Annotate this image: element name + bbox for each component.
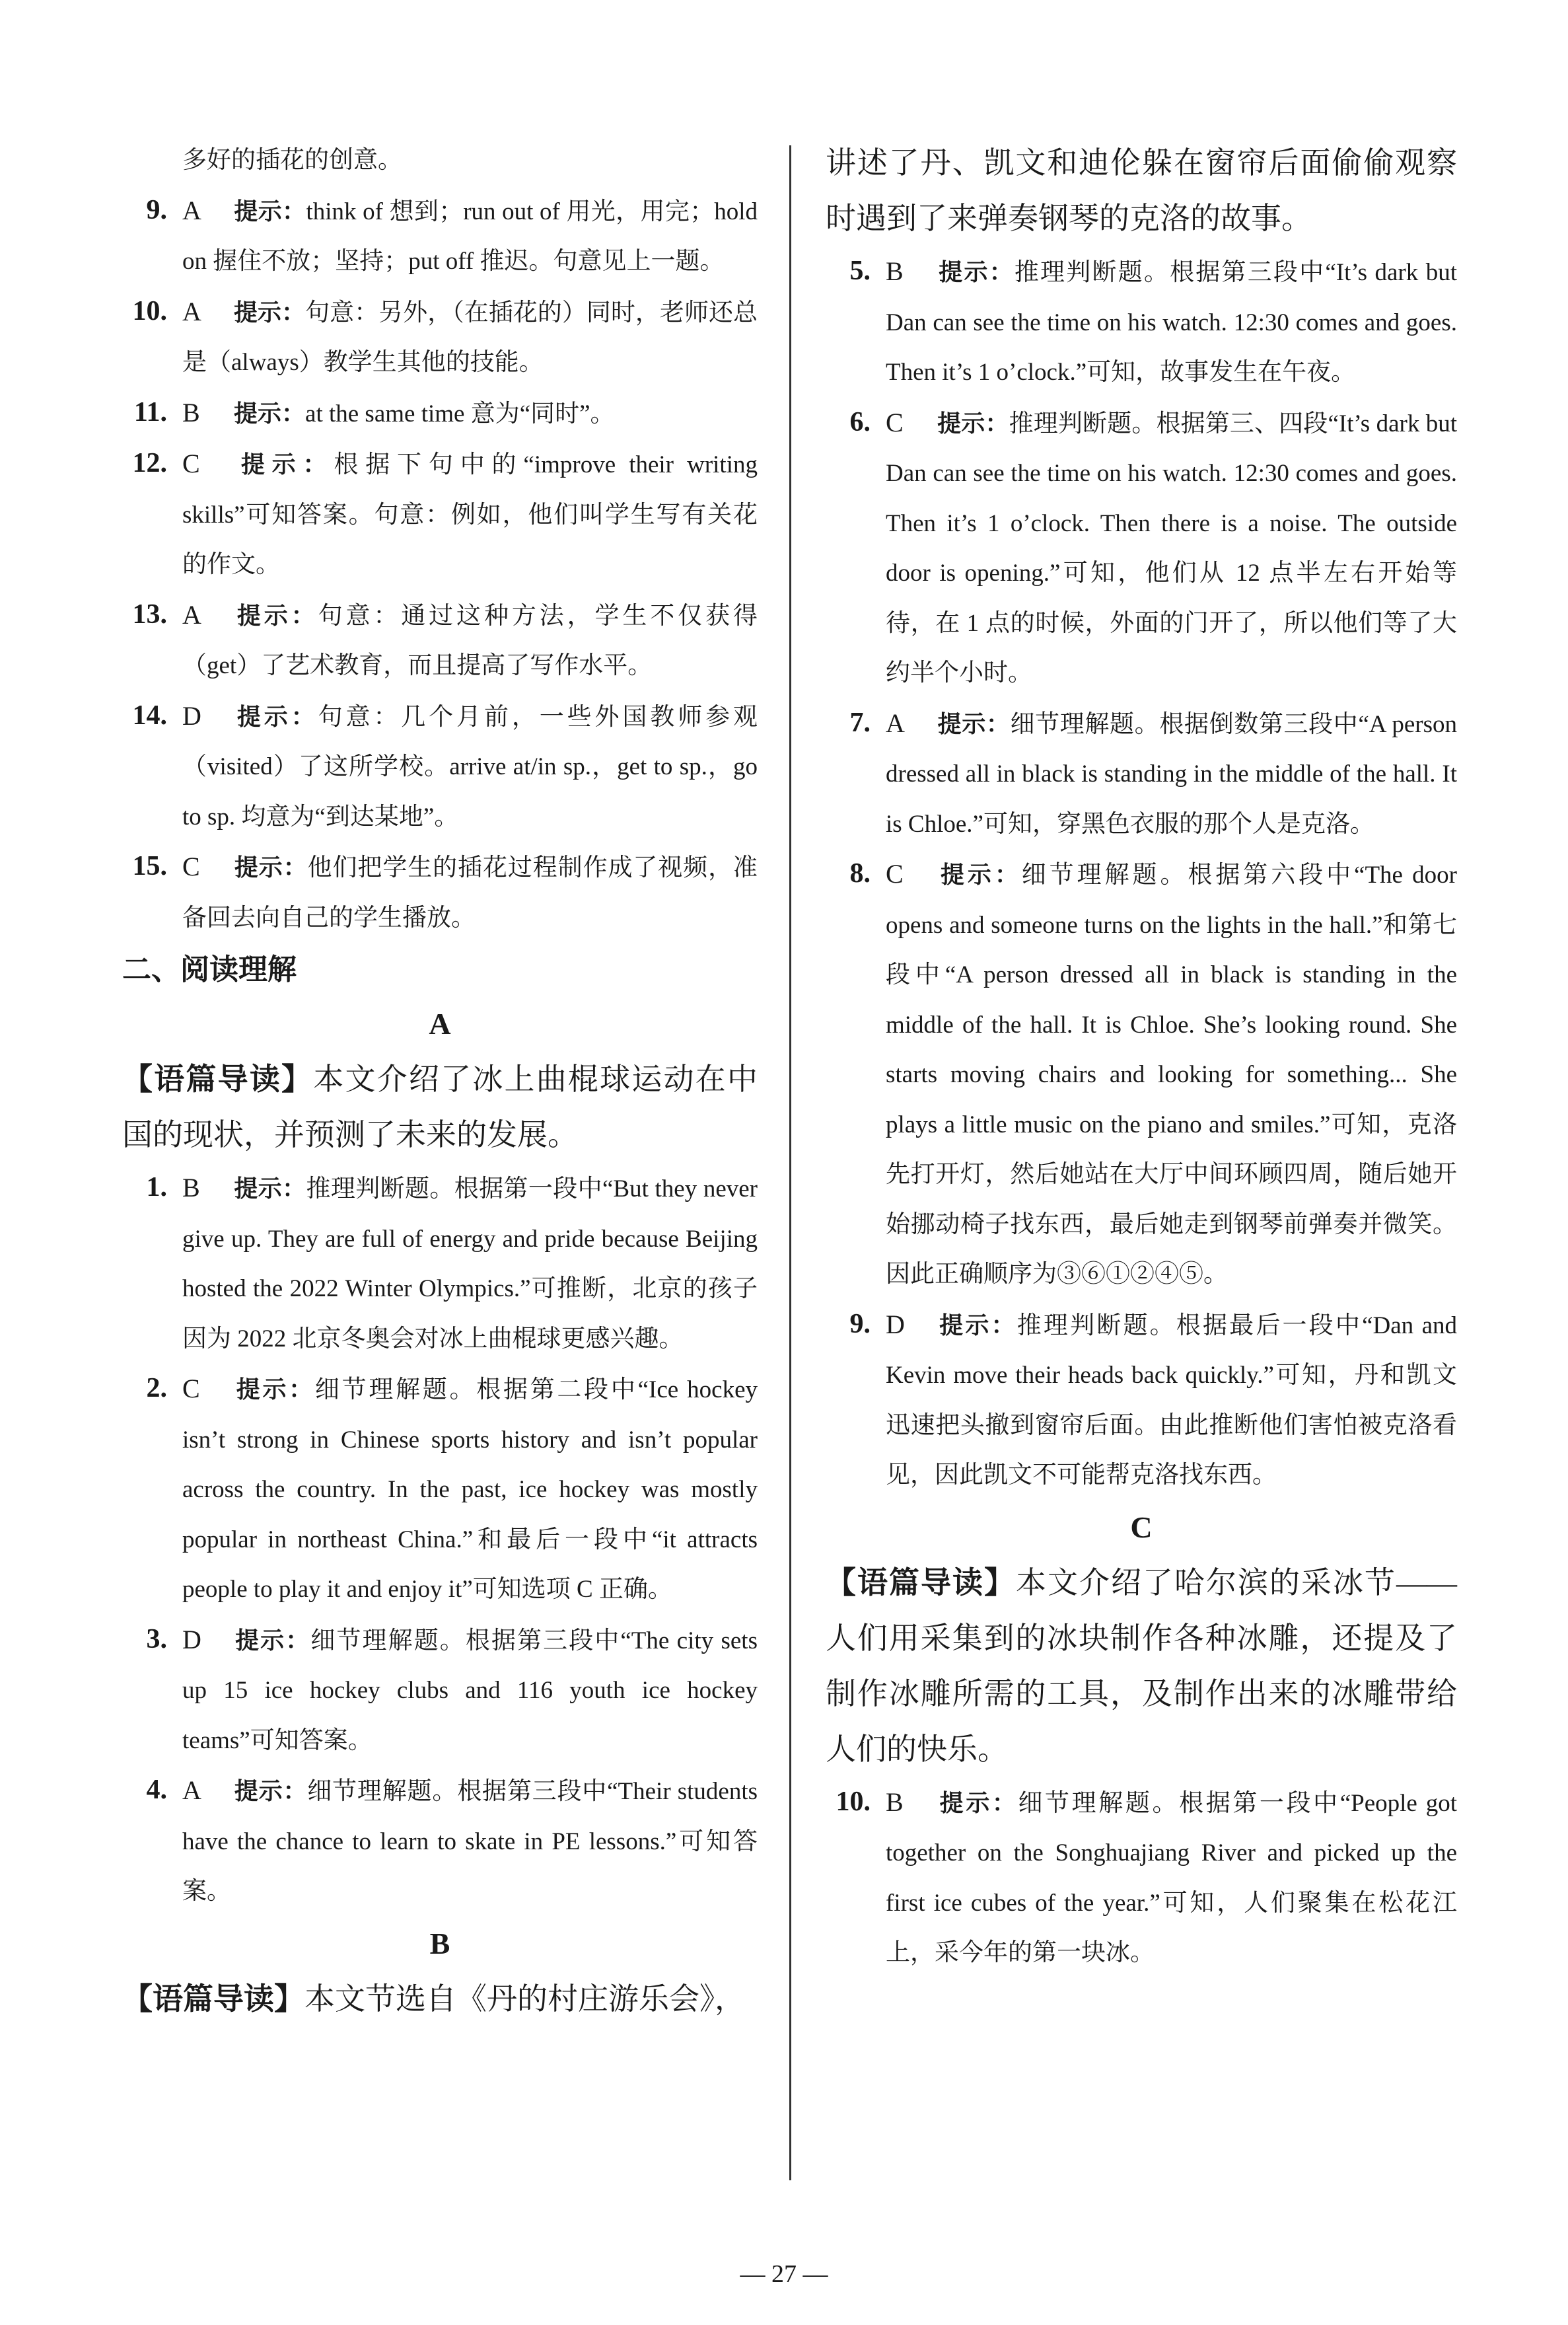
answer-item	[122, 287, 758, 388]
column-divider	[789, 145, 791, 2180]
question-number: 4.	[146, 1775, 167, 1805]
answer-letter: D	[182, 700, 201, 731]
answer-letter: C	[886, 407, 904, 437]
answer-letter: A	[886, 708, 905, 738]
hint-label: 提示：	[937, 710, 1011, 738]
hint-text: think of 想到；run out of 用光，用完；hold on 握住不放；坚持；put off 推迟。句意见上一题。	[182, 198, 758, 275]
hint-label: 提示：	[234, 703, 318, 731]
hint-label: 提示：	[937, 410, 1009, 437]
passage-guide-continued: 讲述了丹、凯文和迪伦躲在窗帘后面偷偷观察时遇到了来弹奏钢琴的克洛的故事。	[826, 146, 1457, 235]
hint-label: 提示：	[234, 198, 306, 225]
hint-text: 细节理解题。根据第六段中“The door opens and someone turns on the lights in the hall.”和第七段中“A person dressed all in black is standing in the middle of the hall. It is Chloe. She’s looking round. She starts moving chairs and looking for something... She plays a little music on the piano and smiles.”可知，克洛先打开灯，然后她站在大厅中间环顾四周，随后她开始挪动椅子找东西，最后她走到钢琴前弹奏并微笑。因此正确顺序为③⑥①②④⑤。	[886, 862, 1457, 1288]
answer-letter: A	[182, 195, 201, 225]
answer-letter: C	[886, 859, 904, 889]
question-number: 15.	[132, 851, 167, 881]
passage-label: B	[429, 1926, 450, 1960]
question-number: 9.	[146, 194, 167, 225]
hint-label: 提示：	[234, 1376, 315, 1403]
continued-text: 多好的插花的创意。	[182, 147, 402, 174]
hint-label: 提示：	[937, 862, 1022, 889]
page-number: — 27 —	[740, 2260, 828, 2288]
answer-letter: B	[182, 1173, 200, 1202]
guide-text: 本文介绍了冰上曲棍球运动在中国的现状，并预测了未来的发展。	[122, 1062, 758, 1152]
question-number: 2.	[146, 1373, 167, 1403]
answer-letter: B	[182, 397, 200, 427]
hint-label: 提示：	[234, 854, 308, 881]
hint-text: 句意：通过这种方法，学生不仅获得（get）了艺术教育，而且提高了写作水平。	[182, 602, 758, 679]
hint-label: 提示：	[234, 1778, 308, 1805]
hint-text: 细节理解题。根据倒数第三段中“A person dressed all in black is standing in the middle of the hall. It is Chloe.”可知，穿黑色衣服的那个人是克洛。	[886, 710, 1457, 838]
question-number: 10.	[132, 295, 167, 326]
answer-item	[826, 849, 1457, 1300]
hint-label: 提示：	[234, 1627, 311, 1654]
question-number: 11.	[133, 396, 167, 427]
hint-text: 句意：另外，（在插花的）同时，老师还总是（always）教学生其他的技能。	[182, 299, 758, 376]
hint-text: 细节理解题。根据第三段中“The city sets up 15 ice hockey clubs and 116 youth ice hockey teams”可知答案。	[182, 1627, 758, 1754]
question-number: 14.	[132, 700, 167, 731]
guide-label: 【语篇导读】	[122, 1061, 314, 1097]
question-number: 9.	[849, 1308, 871, 1339]
answer-letter: D	[886, 1309, 905, 1339]
answer-letter: A	[182, 296, 201, 326]
hint-text: 推理判断题。根据第三、四段“It’s dark but Dan can see the time on his watch. 12:30 comes and goes. Then it’s 1 o’clock. Then there is a noise. The outside door is opening.”可知，他们从 12 点半左右开始等待，在 1 点的时候，外面的门开了，所以他们等了大约半个小时。	[886, 410, 1457, 686]
hint-text: 他们把学生的插花过程制作成了视频，准备回去向自己的学生播放。	[182, 854, 758, 932]
answer-letter: B	[886, 1787, 904, 1817]
hint-text: 细节理解题。根据第二段中“Ice hockey isn’t strong in Chinese sports history and isn’t popular across the country. In the past, ice hockey was mostly popular in northeast China.”和最后一段中“it attracts people to play it and enjoy it”可知选项 C 正确。	[182, 1376, 758, 1603]
hint-label: 提示：	[937, 259, 1015, 286]
answer-item	[122, 1163, 758, 1364]
answer-item	[122, 590, 758, 691]
answer-item	[122, 842, 758, 943]
answer-item	[826, 398, 1457, 698]
guide-label: 【语篇导读】	[122, 1980, 304, 2016]
hint-text: at the same time 意为“同时”。	[305, 400, 615, 427]
answer-letter: C	[182, 449, 200, 478]
answer-letter: C	[182, 1374, 200, 1403]
answer-letter: C	[182, 852, 200, 881]
answer-item	[122, 1765, 758, 1917]
answer-item	[826, 1300, 1457, 1500]
answer-item	[826, 698, 1457, 850]
hint-label: 提示：	[937, 1789, 1018, 1817]
question-number: 12.	[132, 448, 167, 478]
answer-item	[122, 1615, 758, 1766]
answer-item	[122, 439, 758, 590]
hint-text: 细节理解题。根据第三段中“Their students have the chance to learn to skate in PE lessons.”可知答案。	[182, 1778, 758, 1905]
answer-item	[826, 246, 1457, 398]
hint-label: 提示：	[234, 602, 318, 630]
hint-text: 句意：几个月前，一些外国教师参观（visited）了这所学校。arrive at/in sp.，get to sp.，go to sp. 均意为“到达某地”。	[182, 703, 758, 830]
question-number: 10.	[836, 1786, 871, 1817]
answer-item	[122, 186, 758, 287]
question-number: 8.	[849, 858, 871, 889]
guide-label: 【语篇导读】	[826, 1564, 1016, 1600]
passage-guide	[122, 1971, 758, 2027]
question-number: 13.	[132, 599, 167, 630]
hint-text: 细节理解题。根据第一段中“People got together on the Songhuajiang River and picked up the first ice cubes of the year.”可知，人们聚集在松花江上，采今年的第一块冰。	[886, 1789, 1457, 1966]
question-number: 7.	[849, 707, 871, 738]
section-heading: 二、阅读理解	[122, 953, 297, 986]
passage-label: A	[429, 1007, 451, 1041]
hint-label: 提示：	[234, 451, 334, 478]
guide-text: 本文介绍了哈尔滨的采冰节——人们用采集到的冰块制作各种冰雕，还提及了制作冰雕所需的工具，及制作出来的冰雕带给人们的快乐。	[826, 1565, 1457, 1766]
passage-guide	[122, 1051, 758, 1163]
right-column	[826, 135, 1457, 1978]
question-number: 5.	[849, 256, 871, 286]
hint-text: 推理判断题。根据第一段中“But they never give up. They are full of energy and pride because Beijing hosted the 2022 Winter Olympics.”可推断，北京的孩子因为 2022 北京冬奥会对冰上曲棍球更感兴趣。	[182, 1175, 758, 1352]
answer-letter: A	[182, 1775, 201, 1805]
left-column	[122, 135, 758, 2027]
question-number: 6.	[849, 406, 871, 437]
hint-label: 提示：	[937, 1311, 1017, 1339]
answer-item	[826, 1777, 1457, 1978]
answer-letter: D	[182, 1624, 201, 1654]
hint-label: 提示：	[234, 1175, 306, 1202]
hint-text: 推理判断题。根据最后一段中“Dan and Kevin move their heads back quickly.”可知，丹和凯文迅速把头撤到窗帘后面。由此推断他们害怕被克洛看见，因此凯文不可能帮克洛找东西。	[886, 1311, 1457, 1489]
passage-label: C	[1130, 1510, 1153, 1544]
answer-item	[122, 1364, 758, 1615]
hint-text: 推理判断题。根据第三段中“It’s dark but Dan can see the time on his watch. 12:30 comes and goes. Then it’s 1 o’clock.”可知，故事发生在午夜。	[886, 259, 1457, 386]
answer-letter: A	[182, 599, 201, 630]
answer-item	[122, 388, 758, 439]
answer-item	[122, 691, 758, 842]
answer-letter: B	[886, 256, 904, 286]
guide-text: 本文节选自《丹的村庄游乐会》，	[304, 1981, 745, 2016]
question-number: 3.	[146, 1623, 167, 1654]
hint-text: 根据下句中的“improve their writing skills”可知答案。句意：例如，他们叫学生写有关花的作文。	[182, 451, 758, 578]
passage-guide	[826, 1555, 1457, 1777]
question-number: 1.	[146, 1172, 167, 1202]
hint-label: 提示：	[234, 299, 306, 326]
hint-label: 提示：	[234, 400, 306, 427]
